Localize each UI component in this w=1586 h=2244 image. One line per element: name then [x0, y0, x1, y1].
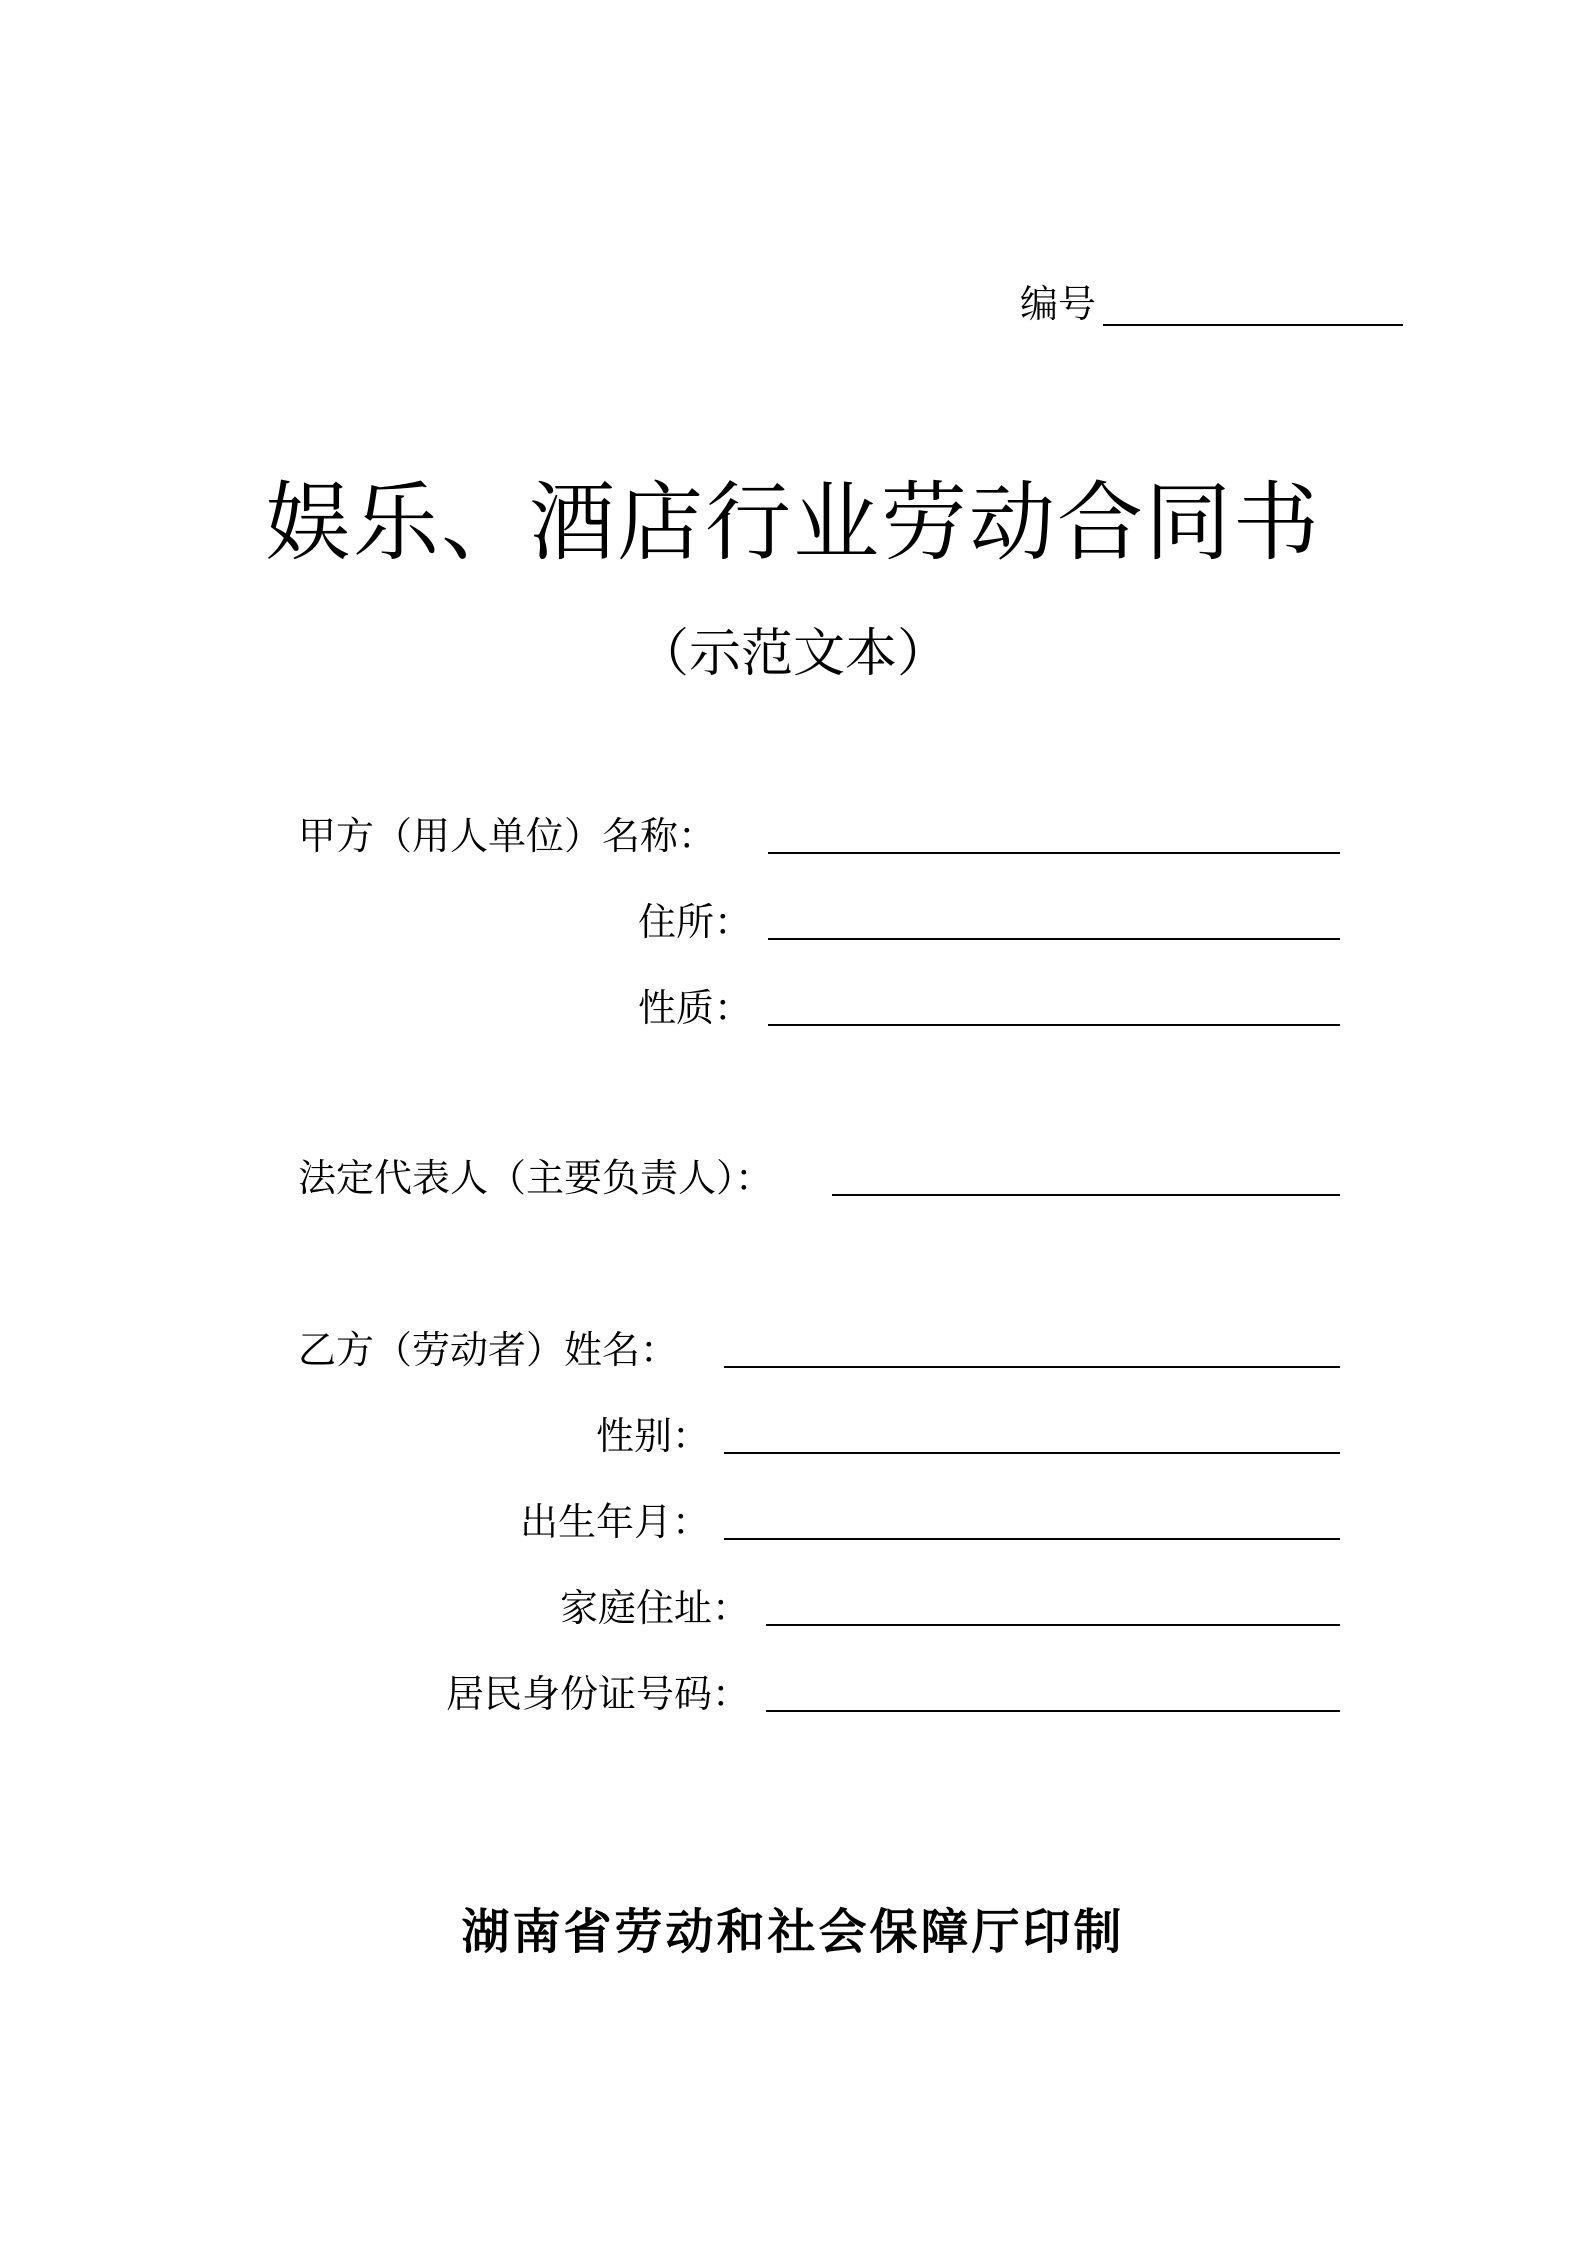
party-a-name-field[interactable]: [768, 852, 1340, 854]
party-b-birth-field[interactable]: [724, 1538, 1340, 1540]
legal-rep-label: 法定代表人（主要负责人）：: [298, 1156, 774, 1200]
party-b-id-number-label: 居民身份证号码：: [445, 1672, 750, 1716]
party-a-address-field[interactable]: [768, 938, 1340, 940]
party-b-id-number-field[interactable]: [766, 1710, 1340, 1712]
party-b-name-field[interactable]: [724, 1366, 1340, 1368]
party-a-address-label: 住所：: [637, 900, 752, 944]
party-a-nature-field[interactable]: [768, 1024, 1340, 1026]
party-b-name-label: 乙方（劳动者）姓名：: [298, 1328, 679, 1372]
party-b-birth-label: 出生年月：: [519, 1500, 710, 1544]
party-b-home-address-field[interactable]: [766, 1624, 1340, 1626]
document-title: 娱乐、酒店行业劳动合同书: [265, 473, 1321, 573]
party-b-home-address-label: 家庭住址：: [559, 1586, 750, 1630]
party-a-nature-label: 性质：: [637, 986, 752, 1030]
serial-number-field[interactable]: [1103, 324, 1403, 326]
legal-rep-field[interactable]: [832, 1194, 1340, 1196]
party-b-gender-label: 性别：: [595, 1414, 710, 1458]
issuer-footer: 湖南省劳动和社会保障厅印制: [461, 1904, 1125, 1960]
party-b-gender-field[interactable]: [724, 1452, 1340, 1454]
serial-number-label: 编号: [1020, 282, 1097, 326]
party-a-name-label: 甲方（用人单位）名称：: [298, 814, 717, 858]
document-subtitle: （示范文本）: [636, 624, 949, 684]
